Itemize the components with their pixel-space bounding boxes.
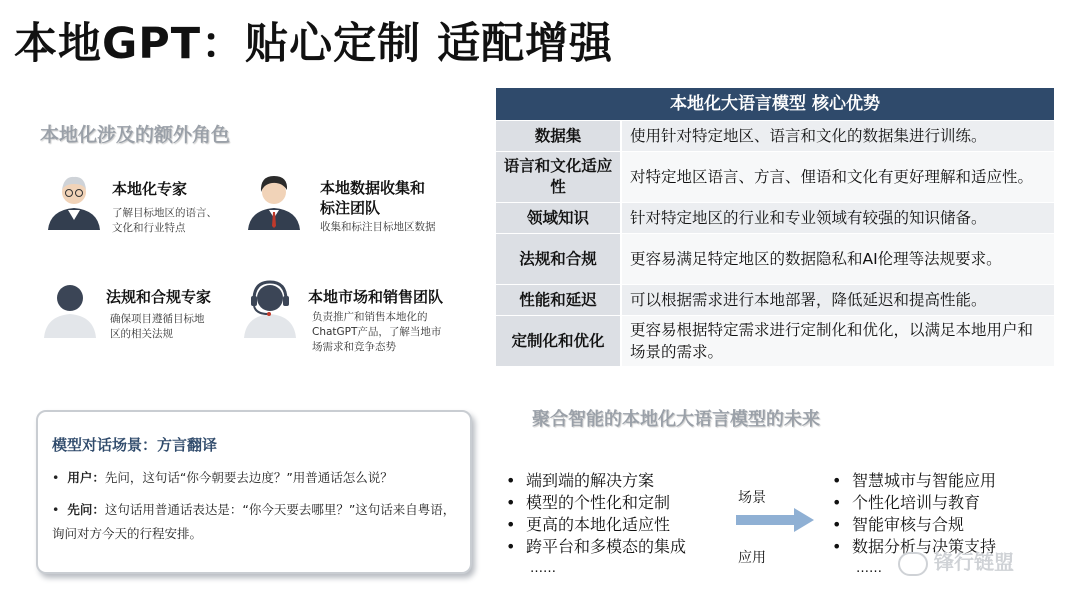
wechat-icon — [898, 552, 928, 576]
reply-text: 这句话用普通话表达是：“你今天要去哪里？”这句话来自粤语，询问对方今天的行程安排。 — [52, 502, 456, 541]
watermark — [898, 546, 1014, 576]
watermark-text: 锋行链盟 — [934, 550, 1014, 574]
role-name: 本地市场和销售团队 — [308, 288, 444, 306]
user-text: 先问，这句话“你今朝要去边度？”用普通话怎么说？ — [104, 470, 393, 485]
headset-agent-icon — [240, 278, 300, 338]
dialog-user-line — [52, 466, 458, 490]
future-heading: 聚合智能的本地化大语言模型的未来 — [532, 409, 820, 430]
dialog-scenario-box — [36, 410, 472, 574]
roles-heading: 本地化涉及的额外角色 — [40, 124, 231, 146]
row-key: 语言和文化适应性 — [496, 152, 622, 202]
role-compliance-expert — [40, 278, 240, 348]
role-desc: 了解目标地区的语言、文化和行业特点 — [112, 207, 217, 234]
dialog-heading: 模型对话场景：方言翻译 — [52, 436, 218, 454]
table-row — [496, 285, 1054, 315]
row-key: 数据集 — [496, 121, 622, 151]
row-value: 对特定地区语言、方言、俚语和文化有更好理解和适应性。 — [622, 152, 1054, 202]
role-data-team — [244, 170, 464, 240]
row-value: 针对特定地区的行业和专业领域有较强的知识储备。 — [622, 203, 1054, 233]
list-item: • 更高的本地化适应性 — [504, 514, 686, 536]
dialog-reply-line — [52, 498, 458, 546]
list-item: • 智能审核与合规 — [830, 514, 996, 536]
role-desc: 负责推广和销售本地化的ChatGPT产品，了解当地市场需求和竞争态势 — [312, 311, 442, 353]
arrow-label-bottom: 应用 — [738, 550, 766, 566]
list-item: • 个性化培训与教育 — [830, 492, 996, 514]
future-left-list — [504, 470, 686, 580]
list-item: • 数据分析与决策支持 — [830, 536, 996, 558]
row-key: 法规和合规 — [496, 234, 622, 284]
bullet: • — [52, 470, 68, 485]
right-arrow-icon — [736, 508, 814, 532]
reply-label: 先问： — [67, 502, 105, 517]
table-row — [496, 316, 1054, 366]
list-item: • 智慧城市与智能应用 — [830, 470, 996, 492]
row-key: 领域知识 — [496, 203, 622, 233]
row-key: 定制化和优化 — [496, 316, 622, 366]
list-item: • 跨平台和多模态的集成 — [504, 536, 686, 558]
row-key: 性能和延迟 — [496, 285, 622, 315]
role-name: 本地化专家 — [112, 180, 188, 198]
role-desc: 确保项目遵循目标地区的相关法规 — [110, 313, 205, 340]
role-name: 本地数据收集和标注团队 — [320, 179, 426, 217]
list-more: …… — [530, 561, 556, 576]
elder-person-icon — [44, 170, 104, 230]
role-desc: 收集和标注目标地区数据 — [320, 221, 436, 233]
row-value: 可以根据需求进行本地部署，降低延迟和提高性能。 — [622, 285, 1054, 315]
arrow-label-top: 场景 — [738, 490, 766, 506]
row-value: 使用针对特定地区、语言和文化的数据集进行训练。 — [622, 121, 1054, 151]
businessman-icon — [244, 170, 304, 230]
list-item: • 模型的个性化和定制 — [504, 492, 686, 514]
bullet: • — [52, 502, 68, 517]
user-label: 用户： — [67, 470, 105, 485]
advantages-table-header: 本地化大语言模型 核心优势 — [496, 88, 1054, 120]
row-value: 更容易根据特定需求进行定制化和优化，以满足本地用户和场景的需求。 — [622, 316, 1054, 366]
row-value: 更容易满足特定地区的数据隐私和AI伦理等法规要求。 — [622, 234, 1054, 284]
list-more: …… — [856, 561, 882, 576]
role-localization-expert — [44, 170, 244, 240]
table-row — [496, 152, 1054, 202]
role-name: 法规和合规专家 — [106, 288, 212, 306]
table-row — [496, 234, 1054, 284]
table-row — [496, 203, 1054, 233]
table-row — [496, 121, 1054, 151]
list-item: • 端到端的解决方案 — [504, 470, 686, 492]
page-title: 本地GPT：贴心定制 适配增强 — [14, 19, 614, 69]
person-silhouette-icon — [40, 278, 100, 338]
role-sales-team — [240, 278, 470, 358]
